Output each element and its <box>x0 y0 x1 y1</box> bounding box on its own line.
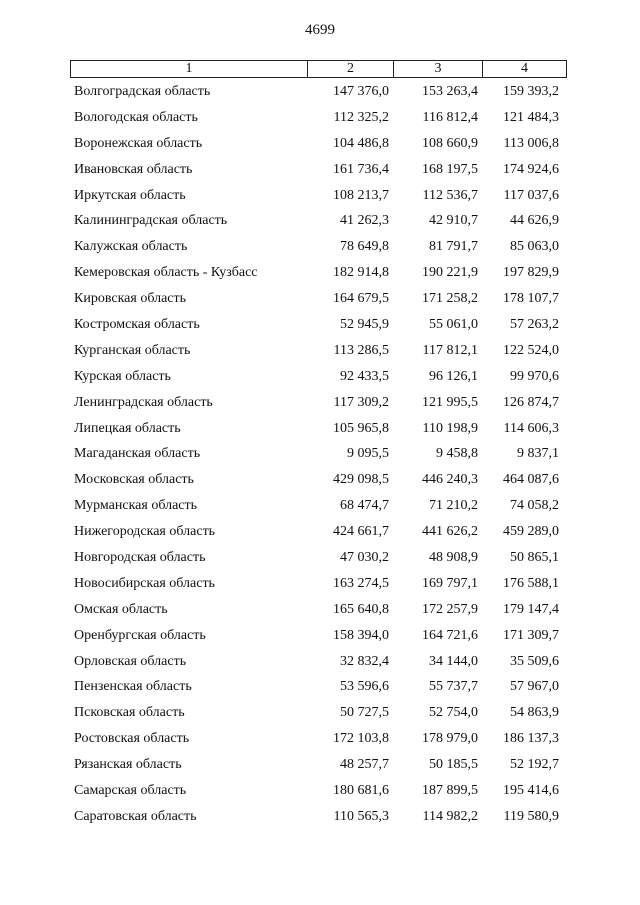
value-col-3-cell: 108 660,9 <box>422 135 478 151</box>
value-col-3-cell: 110 198,9 <box>422 420 478 436</box>
region-name-cell: Ростовская область <box>74 731 190 747</box>
value-col-4-cell: 74 058,2 <box>510 498 559 514</box>
value-col-4-cell: 85 063,0 <box>510 239 559 255</box>
value-col-2-cell: 158 394,0 <box>333 627 389 643</box>
region-name-cell: Калининградская область <box>74 213 228 229</box>
value-col-3-cell: 81 791,7 <box>429 239 478 255</box>
table-row <box>70 234 567 260</box>
value-col-2-cell: 163 274,5 <box>333 575 389 591</box>
value-col-3-cell: 446 240,3 <box>422 472 478 488</box>
table-row <box>70 131 567 157</box>
value-col-2-cell: 78 649,8 <box>340 239 389 255</box>
region-name-cell: Кемеровская область - Кузбасс <box>74 265 258 281</box>
value-col-4-cell: 57 263,2 <box>510 316 559 332</box>
region-name-cell: Новосибирская область <box>74 575 215 591</box>
value-col-3-cell: 441 626,2 <box>422 524 478 540</box>
table-row <box>70 364 567 390</box>
data-table <box>70 60 567 830</box>
region-name-cell: Липецкая область <box>74 420 181 436</box>
value-col-3-cell: 71 210,2 <box>429 498 478 514</box>
region-name-cell: Волгоградская область <box>74 83 211 99</box>
value-col-2-cell: 52 945,9 <box>340 316 389 332</box>
value-col-3-cell: 190 221,9 <box>422 265 478 281</box>
value-col-3-cell: 172 257,9 <box>422 601 478 617</box>
header-col-2: 2 <box>307 61 393 77</box>
table-row <box>70 804 567 830</box>
value-col-4-cell: 117 037,6 <box>503 187 559 203</box>
table-body <box>70 79 567 830</box>
table-row <box>70 597 567 623</box>
value-col-3-cell: 9 458,8 <box>436 446 478 462</box>
region-name-cell: Курская область <box>74 368 171 384</box>
value-col-4-cell: 35 509,6 <box>510 653 559 669</box>
value-col-4-cell: 197 829,9 <box>503 265 559 281</box>
value-col-2-cell: 429 098,5 <box>333 472 389 488</box>
region-name-cell: Орловская область <box>74 653 187 669</box>
value-col-4-cell: 44 626,9 <box>510 213 559 229</box>
value-col-2-cell: 92 433,5 <box>340 368 389 384</box>
region-name-cell: Омская область <box>74 601 168 617</box>
value-col-2-cell: 180 681,6 <box>333 782 389 798</box>
value-col-4-cell: 126 874,7 <box>503 394 559 410</box>
value-col-4-cell: 171 309,7 <box>503 627 559 643</box>
value-col-3-cell: 34 144,0 <box>429 653 478 669</box>
header-col-1: 1 <box>185 61 193 76</box>
region-name-cell: Нижегородская область <box>74 524 216 540</box>
value-col-4-cell: 179 147,4 <box>503 601 559 617</box>
value-col-3-cell: 169 797,1 <box>422 575 478 591</box>
table-row <box>70 312 567 338</box>
region-name-cell: Магаданская область <box>74 446 201 462</box>
value-col-4-cell: 113 006,8 <box>503 135 559 151</box>
value-col-3-cell: 55 737,7 <box>429 679 478 695</box>
table-row <box>70 493 567 519</box>
page-number: 4699 <box>305 22 335 38</box>
region-name-cell: Ленинградская область <box>74 394 213 410</box>
value-col-3-cell: 112 536,7 <box>422 187 478 203</box>
value-col-2-cell: 147 376,0 <box>333 83 389 99</box>
table-row <box>70 674 567 700</box>
value-col-4-cell: 121 484,3 <box>503 109 559 125</box>
table-row <box>70 752 567 778</box>
value-col-4-cell: 176 588,1 <box>503 575 559 591</box>
value-col-4-cell: 114 606,3 <box>503 420 559 436</box>
table-row <box>70 649 567 675</box>
value-col-3-cell: 168 197,5 <box>422 161 478 177</box>
table-row <box>70 623 567 649</box>
table-row <box>70 571 567 597</box>
region-name-cell: Саратовская область <box>74 808 197 824</box>
value-col-4-cell: 119 580,9 <box>503 808 559 824</box>
value-col-2-cell: 32 832,4 <box>340 653 389 669</box>
table-row <box>70 338 567 364</box>
table-row <box>70 183 567 209</box>
value-col-2-cell: 424 661,7 <box>333 524 389 540</box>
value-col-4-cell: 52 192,7 <box>510 757 559 773</box>
region-name-cell: Воронежская область <box>74 135 203 151</box>
value-col-3-cell: 48 908,9 <box>429 549 478 565</box>
value-col-2-cell: 165 640,8 <box>333 601 389 617</box>
value-col-2-cell: 48 257,7 <box>340 757 389 773</box>
value-col-4-cell: 54 863,9 <box>510 705 559 721</box>
region-name-cell: Кировская область <box>74 291 187 307</box>
table-row <box>70 390 567 416</box>
value-col-4-cell: 186 137,3 <box>503 731 559 747</box>
region-name-cell: Иркутская область <box>74 187 186 203</box>
region-name-cell: Московская область <box>74 472 194 488</box>
value-col-3-cell: 114 982,2 <box>422 808 478 824</box>
value-col-2-cell: 113 286,5 <box>333 342 389 358</box>
value-col-3-cell: 96 126,1 <box>429 368 478 384</box>
value-col-3-cell: 52 754,0 <box>429 705 478 721</box>
value-col-3-cell: 178 979,0 <box>422 731 478 747</box>
value-col-2-cell: 41 262,3 <box>340 213 389 229</box>
table-row <box>70 157 567 183</box>
value-col-2-cell: 9 095,5 <box>347 446 389 462</box>
value-col-2-cell: 68 474,7 <box>340 498 389 514</box>
value-col-4-cell: 195 414,6 <box>503 782 559 798</box>
value-col-4-cell: 159 393,2 <box>503 83 559 99</box>
table-row <box>70 519 567 545</box>
value-col-4-cell: 99 970,6 <box>510 368 559 384</box>
value-col-3-cell: 42 910,7 <box>429 213 478 229</box>
value-col-3-cell: 116 812,4 <box>422 109 478 125</box>
region-name-cell: Курганская область <box>74 342 191 358</box>
table-row <box>70 726 567 752</box>
value-col-3-cell: 171 258,2 <box>422 291 478 307</box>
value-col-2-cell: 104 486,8 <box>333 135 389 151</box>
table-row <box>70 545 567 571</box>
table-row <box>70 416 567 442</box>
value-col-2-cell: 182 914,8 <box>333 265 389 281</box>
region-name-cell: Мурманская область <box>74 498 198 514</box>
region-name-cell: Новгородская область <box>74 549 206 565</box>
header-col-4: 4 <box>482 61 566 77</box>
region-name-cell: Самарская область <box>74 782 187 798</box>
value-col-2-cell: 110 565,3 <box>333 808 389 824</box>
value-col-2-cell: 164 679,5 <box>333 291 389 307</box>
table-row <box>70 778 567 804</box>
value-col-4-cell: 57 967,0 <box>510 679 559 695</box>
value-col-2-cell: 172 103,8 <box>333 731 389 747</box>
region-name-cell: Калужская область <box>74 239 188 255</box>
value-col-4-cell: 178 107,7 <box>503 291 559 307</box>
value-col-2-cell: 161 736,4 <box>333 161 389 177</box>
table-row <box>70 441 567 467</box>
value-col-2-cell: 50 727,5 <box>340 705 389 721</box>
region-name-cell: Рязанская область <box>74 757 182 773</box>
value-col-3-cell: 55 061,0 <box>429 316 478 332</box>
region-name-cell: Вологодская область <box>74 109 198 125</box>
region-name-cell: Оренбургская область <box>74 627 206 643</box>
region-name-cell: Псковская область <box>74 705 185 721</box>
value-col-2-cell: 108 213,7 <box>333 187 389 203</box>
value-col-3-cell: 50 185,5 <box>429 757 478 773</box>
value-col-2-cell: 105 965,8 <box>333 420 389 436</box>
value-col-4-cell: 122 524,0 <box>503 342 559 358</box>
table-row <box>70 105 567 131</box>
value-col-3-cell: 153 263,4 <box>422 83 478 99</box>
value-col-2-cell: 112 325,2 <box>333 109 389 125</box>
table-row <box>70 79 567 105</box>
table-header <box>70 60 567 78</box>
value-col-2-cell: 53 596,6 <box>340 679 389 695</box>
table-row <box>70 467 567 493</box>
value-col-4-cell: 174 924,6 <box>503 161 559 177</box>
value-col-4-cell: 50 865,1 <box>510 549 559 565</box>
value-col-4-cell: 464 087,6 <box>503 472 559 488</box>
region-name-cell: Костромская область <box>74 316 200 332</box>
value-col-3-cell: 164 721,6 <box>422 627 478 643</box>
value-col-2-cell: 117 309,2 <box>333 394 389 410</box>
value-col-4-cell: 459 289,0 <box>503 524 559 540</box>
table-row <box>70 208 567 234</box>
value-col-3-cell: 187 899,5 <box>422 782 478 798</box>
table-row <box>70 286 567 312</box>
header-col-3: 3 <box>393 61 482 77</box>
value-col-2-cell: 47 030,2 <box>340 549 389 565</box>
value-col-4-cell: 9 837,1 <box>517 446 559 462</box>
table-row <box>70 700 567 726</box>
value-col-3-cell: 121 995,5 <box>422 394 478 410</box>
region-name-cell: Пензенская область <box>74 679 192 695</box>
region-name-cell: Ивановская область <box>74 161 193 177</box>
table-row <box>70 260 567 286</box>
value-col-3-cell: 117 812,1 <box>422 342 478 358</box>
